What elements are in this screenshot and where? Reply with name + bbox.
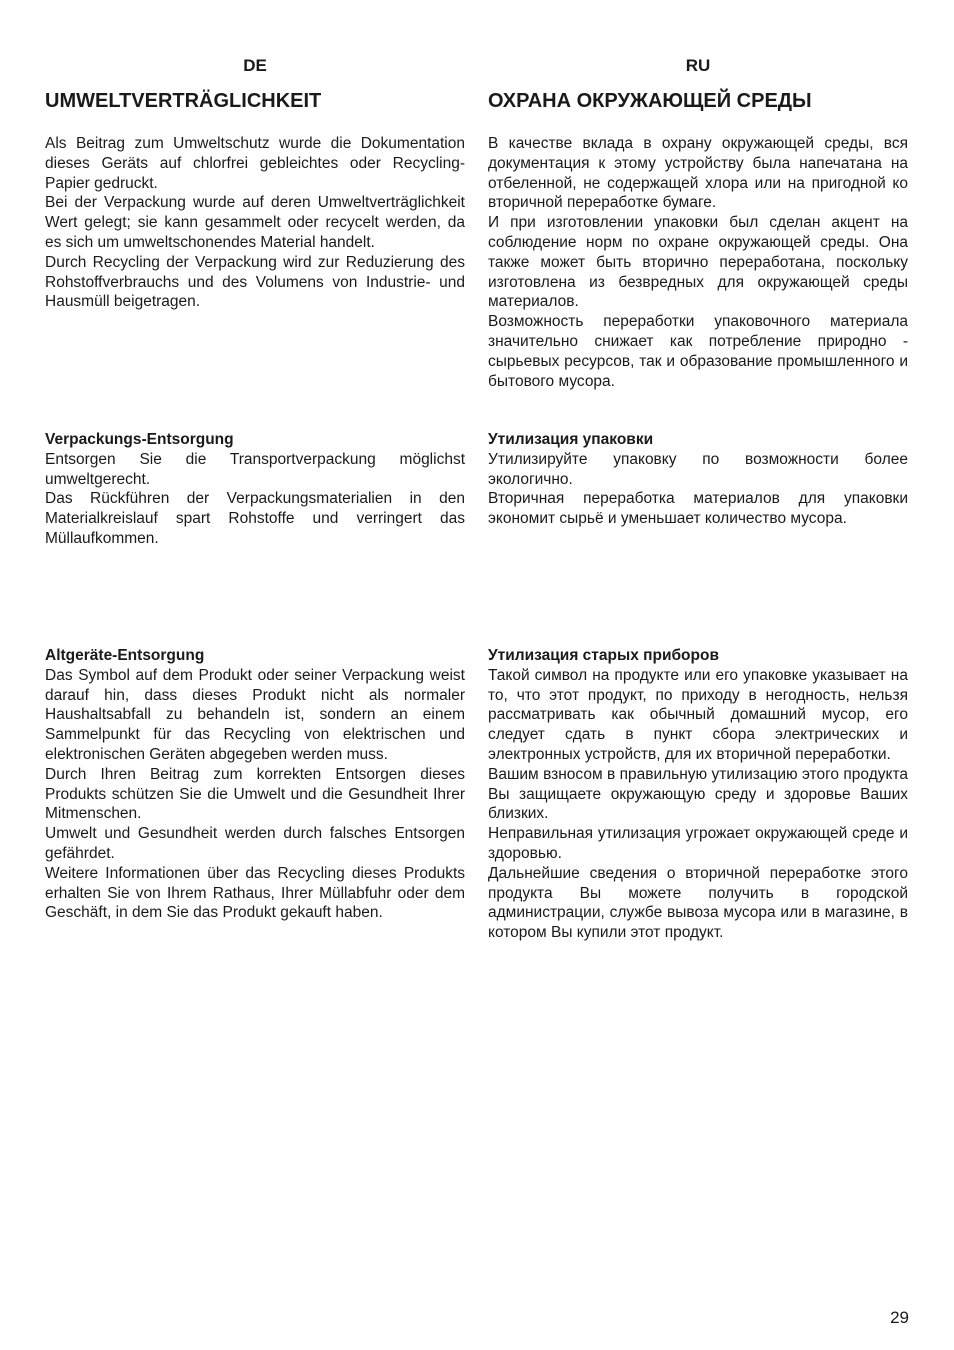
packaging-section-de: [45, 430, 465, 549]
subheading: Verpackungs-Entsorgung: [45, 431, 234, 448]
intro-text-de: [45, 134, 465, 312]
paragraph: В качестве вклада в охрану окружающей среды, вся документация к этому устройству была напечатана на отбеленной, не содержащей хлора или на пригодной ко вторичной переработке бумаге.: [488, 135, 908, 212]
section-title-de: UMWELTVERTRÄGLICHKEIT: [45, 90, 322, 112]
paragraph: Umwelt und Gesundheit werden durch falsches Entsorgen gefährdet.: [45, 825, 465, 862]
paragraph: Als Beitrag zum Umweltschutz wurde die Dokumentation dieses Geräts auf chlorfrei gebleichtes oder Recycling-Papier gedruckt.: [45, 135, 465, 192]
paragraph: Durch Ihren Beitrag zum korrekten Entsorgen dieses Produkts schützen Sie die Umwelt und die Gesundheit Ihrer Mitmenschen.: [45, 765, 465, 823]
paragraph: Вашим взносом в правильную утилизацию этого продукта Вы защищаете окружающую среду и здоровье Ваших близких.: [488, 765, 908, 823]
packaging-section-ru: [488, 430, 908, 529]
subheading: Altgeräte-Entsorgung: [45, 647, 205, 664]
paragraph: Возможность переработки упаковочного материала значительно снижает как потребление природно - сырьевых ресурсов, так и образование промышленного и бытового мусора.: [488, 313, 908, 390]
paragraph: Das Rückführen der Verpackungsmaterialien in den Materialkreislauf spart Rohstoffe und verringert das Müllaufkommen.: [45, 490, 465, 547]
paragraph: И при изготовлении упаковки был сделан акцент на соблюдение норм по охране окружающей среды. Она также может быть вторично переработана, поскольку изготовлена из безвредных для окружающей среды материалов.: [488, 214, 908, 311]
section-title-ru: ОХРАНА ОКРУЖАЮЩЕЙ СРЕДЫ: [488, 90, 812, 112]
paragraph: Вторичная переработка материалов для упаковки экономит сырьё и уменьшает количество мусора.: [488, 490, 908, 528]
page-number: 29: [890, 1308, 909, 1327]
paragraph: Утилизируйте упаковку по возможности более экологично.: [488, 450, 908, 488]
paragraph: Entsorgen Sie die Transportverpackung möglichst umweltgerecht.: [45, 450, 465, 488]
subheading: Утилизация упаковки: [488, 431, 654, 448]
paragraph: Weitere Informationen über das Recycling dieses Produkts erhalten Sie von Ihrem Rathaus, Ihrer Müllabfuhr oder dem Geschäft, in dem Sie das Produkt gekauft haben.: [45, 864, 465, 922]
language-label-ru: RU: [685, 56, 711, 75]
old-appliances-section-de: [45, 646, 465, 923]
paragraph: Неправильная утилизация угрожает окружающей среде и здоровью.: [488, 825, 908, 862]
paragraph: Дальнейшие сведения о вторичной переработке этого продукта Вы можете получить в городской администрации, службе вывоза мусора или в магазине, в котором Вы купили этот продукт.: [488, 864, 908, 942]
subheading: Утилизация старых приборов: [488, 647, 719, 664]
intro-text-ru: [488, 134, 908, 391]
language-label-de: DE: [243, 56, 267, 75]
paragraph: Такой символ на продукте или его упаковке указывает на то, что этот продукт, по приходу в негодность, нельзя рассматривать как обычный домашний мусор, его следует сдать в пункт сбора электрических и электронных устройств, для их вторичной переработки.: [488, 666, 908, 763]
paragraph: Das Symbol auf dem Produkt oder seiner Verpackung weist darauf hin, dass dieses Produkt nicht als normaler Haushaltsabfall zu behandeln ist, sondern an einem Sammelpunkt für das Recycling von elektrischen und elektronischen Geräten abgegeben werden muss.: [45, 666, 465, 763]
paragraph: Durch Recycling der Verpackung wird zur Reduzierung des Rohstoffverbrauchs und des Volumens von Industrie- und Hausmüll beigetragen.: [45, 253, 465, 311]
paragraph: Bei der Verpackung wurde auf deren Umweltverträglichkeit Wert gelegt; sie kann gesammelt oder recycelt werden, da es sich um umweltschonendes Material handelt.: [45, 194, 465, 251]
old-appliances-section-ru: [488, 646, 908, 943]
